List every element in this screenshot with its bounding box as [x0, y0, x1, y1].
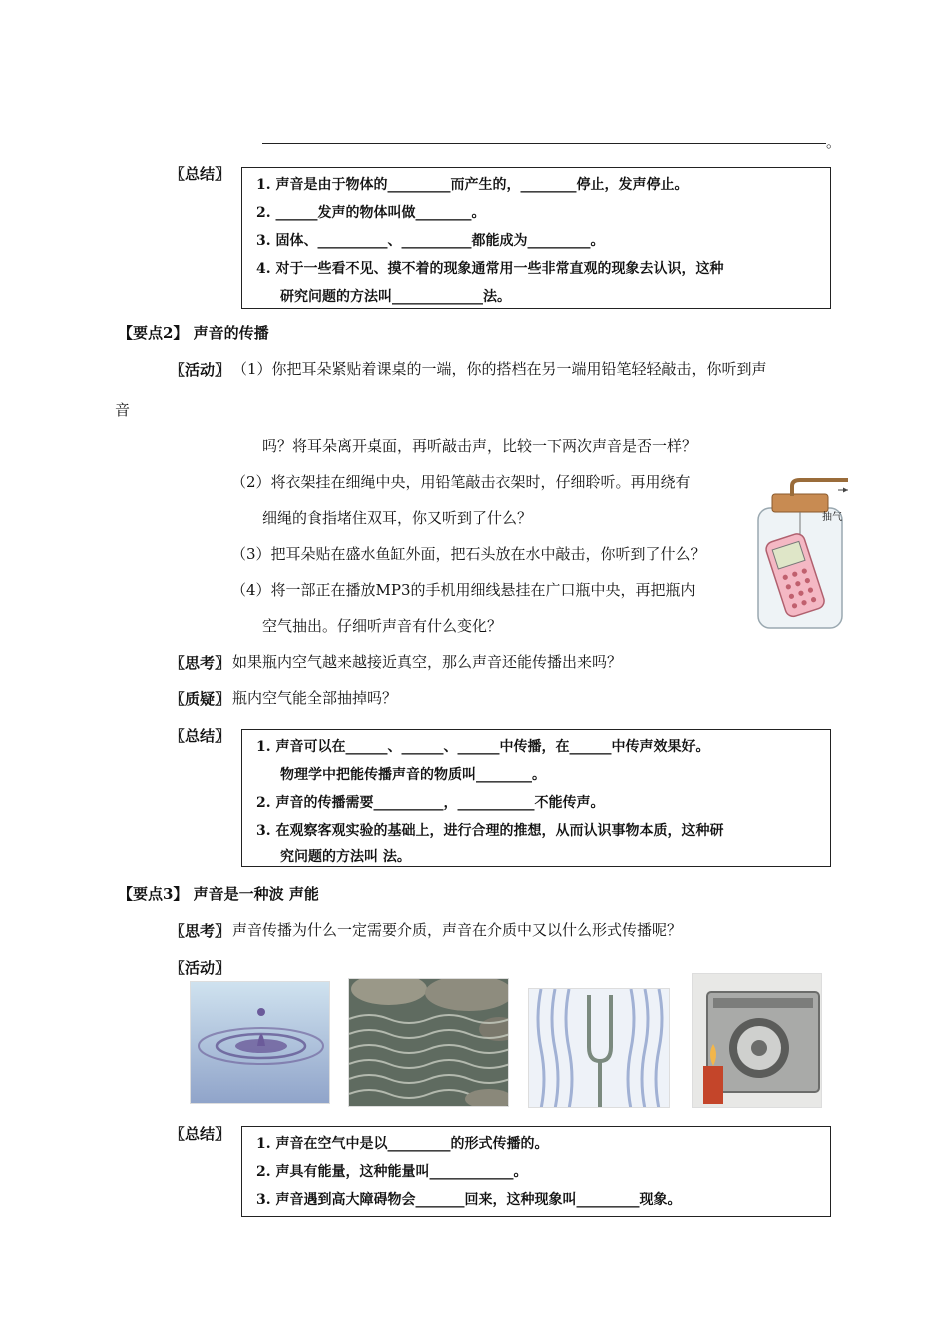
summary2-item-3: 3. 在观察客观实验的基础上，进行合理的推想，从而认识事物本质，这种研: [256, 823, 724, 839]
summary1-item-3: 3. 固体、__________、__________都能成为_________。: [256, 233, 605, 249]
think-text-2: 如果瓶内空气越来越接近真空，那么声音还能传播出来吗？: [232, 653, 623, 671]
activity2-line-4: 细绳的食指堵住双耳，你又听到了什么？: [262, 509, 533, 527]
summary2-item-1: 1. 声音可以在______、______、______中传播，在______中传声效果好。: [256, 739, 710, 755]
summary2-item-2: 2. 声音的传播需要__________，___________不能传声。: [256, 795, 605, 811]
summary3-item-3: 3. 声音遇到高大障碍物会_______回来，这种现象叫_________现象。: [256, 1192, 682, 1208]
summary2-item-3-cont: 究问题的方法叫 法。: [280, 849, 411, 865]
activity-tag-3: 〖活动〗: [170, 959, 231, 977]
water-drop-ripple-image: [190, 981, 330, 1104]
activity2-line-5: （3）把耳朵贴在盛水鱼缸外面，把石头放在水中敲击，你听到了什么？: [231, 545, 706, 563]
think-tag-3: 〖思考〗: [170, 922, 231, 940]
end-mark: 。: [826, 133, 842, 151]
summary-box-1: [241, 167, 831, 309]
activity2-line-1-wrap: 音: [115, 401, 131, 419]
activity2-line-3: （2）将衣架挂在细绳中央，用铅笔敲击衣架时，仔细聆听。再用绕有: [231, 473, 691, 491]
answer-line: [262, 143, 826, 144]
summary1-item-2: 2. ______发声的物体叫做________。: [256, 205, 486, 221]
summary-tag-3: 〖总结〗: [170, 1125, 231, 1143]
section-heading-2: 【要点2】 声音的传播: [118, 324, 269, 342]
summary3-item-1: 1. 声音在空气中是以_________的形式传播的。: [256, 1136, 549, 1152]
summary1-item-4-cont: 研究问题的方法叫_____________法。: [280, 289, 511, 305]
summary-tag-2: 〖总结〗: [170, 727, 231, 745]
think-tag-2: 〖思考〗: [170, 654, 231, 672]
summary2-item-1-cont: 物理学中把能传播声音的物质叫________。: [280, 767, 546, 783]
summary-tag-1: 〖总结〗: [170, 165, 231, 183]
summary-box-2: [241, 729, 831, 867]
activity2-line-6: （4）将一部正在播放MP3的手机用细线悬挂在广口瓶中央，再把瓶内: [231, 581, 696, 599]
summary3-item-2: 2. 声具有能量，这种能量叫____________。: [256, 1164, 528, 1180]
doubt-tag-2: 〖质疑〗: [170, 690, 231, 708]
summary-box-3: [241, 1126, 831, 1217]
activity2-line-7: 空气抽出。仔细听声音有什么变化？: [262, 617, 503, 635]
activity-tag-2: 〖活动〗: [170, 361, 231, 379]
activity2-line-2: 吗？将耳朵离开桌面，再听敲击声，比较一下两次声音是否一样？: [262, 437, 698, 455]
tuning-fork-wave-image: [528, 988, 670, 1108]
bell-jar-illustration: [752, 478, 850, 630]
summary1-item-4: 4. 对于一些看不见、摸不着的现象通常用一些非常直观的现象去认识，这种: [256, 261, 724, 277]
radio-candle-image: [692, 973, 822, 1108]
jar-label: 抽气: [822, 512, 842, 523]
activity2-line-1: （1）你把耳朵紧贴着课桌的一端，你的搭档在另一端用铅笔轻轻敲击，你听到声: [232, 360, 767, 378]
doubt-text-2: 瓶内空气能全部抽掉吗？: [232, 689, 398, 707]
section-heading-3: 【要点3】 声音是一种波 声能: [118, 885, 319, 903]
summary1-item-1: 1. 声音是由于物体的_________而产生的，________停止，发声停止。: [256, 177, 689, 193]
think-text-3: 声音传播为什么一定需要介质，声音在介质中又以什么形式传播呢？: [232, 921, 683, 939]
stream-water-wave-image: [348, 978, 509, 1107]
